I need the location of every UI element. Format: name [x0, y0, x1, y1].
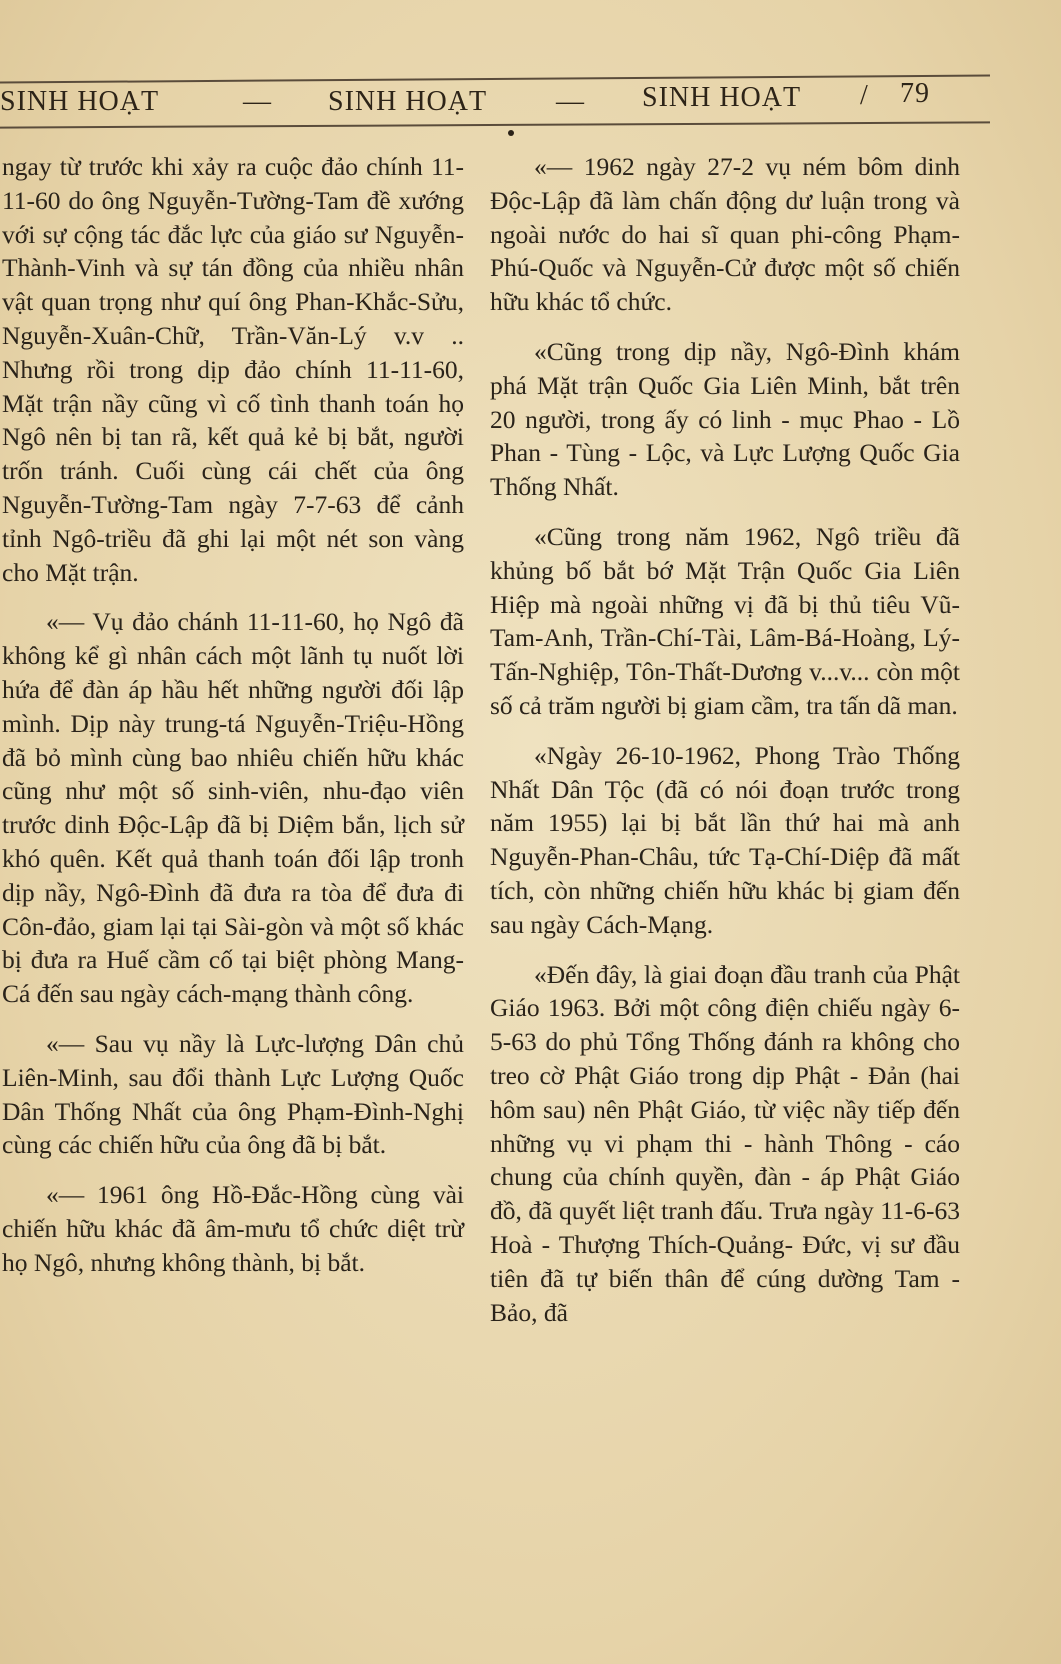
header-dash-2: —: [556, 86, 585, 117]
header-center-title: SINH HOẠT: [328, 86, 488, 117]
header-rule-bottom: [0, 121, 990, 128]
right-paragraph-1: «— 1962 ngày 27-2 vụ ném bôm dinh Độc-Lập đã làm chấn động dư luận trong và ngoài nước do hai sĩ quan phi-công Phạm-Phú-Quốc và Nguyễn-Cử được một số chiến hữu khác tổ chức.: [490, 152, 960, 317]
right-paragraph-5: «Đến đây, là giai đoạn đầu tranh của Phật Giáo 1963. Bởi một công điện chiếu ngày 6-5-63 do phủ Tổng Thống đánh ra không cho treo cờ Phật Giáo trong dịp Phật - Đản (hai hôm sau) nên Phật Giáo, từ việc nầy tiếp đến những vụ vi phạm thi - hành Thông - cáo chung của chính quyền, đàn - áp Phật Giáo đồ, đã quyết liệt tranh đấu. Trưa ngày 11-6-63 Hoà - Thượng Thích-Quảng- Đức, vị sư đầu tiên đã tự biến thân để cúng dường Tam - Bảo, đã: [490, 959, 960, 1327]
page-number: 79: [900, 78, 930, 109]
header-dash-1: —: [243, 86, 272, 117]
left-paragraph-4: «— 1961 ông Hồ-Đắc-Hồng cùng vài chiến hữu khác đã âm-mưu tổ chức diệt trừ họ Ngô, nhưng không thành, bị bắt.: [2, 1180, 464, 1277]
left-column: [2, 150, 464, 1296]
left-paragraph-3: «— Sau vụ nầy là Lực-lượng Dân chủ Liên-Minh, sau đổi thành Lực Lượng Quốc Dân Thống Nhất của ông Phạm-Đình-Nghị cùng các chiến hữu của ông đã bị bắt.: [2, 1028, 464, 1160]
right-paragraph-2: «Cũng trong dịp nầy, Ngô-Đình khám phá Mặt trận Quốc Gia Liên Minh, bắt trên 20 người, trong ấy có linh - mục Phao - Lồ Phan - Tùng - Lộc, và Lực Lượng Quốc Gia Thống Nhất.: [490, 336, 960, 502]
left-paragraph-2: «— Vụ đảo chánh 11-11-60, họ Ngô đã không kể gì nhân cách một lãnh tụ nuốt lời hứa để đàn áp hầu hết những người đối lập mình. Dịp này trung-tá Nguyễn-Triệu-Hồng đã bỏ mình cùng bao nhiêu chiến hữu khác cũng như một số sinh-viên, nhu-đạo viên trước dinh Độc-Lập đã bị Diệm bắn, lịch sử khó quên. Kết quả thanh toán đối lập tronh dịp nầy, Ngô-Đình đã đưa ra tòa để đưa đi Côn-đảo, giam lại tại Sài-gòn và một số khác bị đưa ra Huế cầm cố tại biệt phòng Mang-Cá đến sau ngày cách-mạng thành công.: [2, 607, 464, 1009]
header-slash: /: [860, 80, 869, 111]
header-left-title: SINH HOẠT: [0, 86, 160, 117]
header-right-title: SINH HOẠT: [642, 82, 802, 113]
header-rule-top: [0, 75, 990, 84]
ink-speck: [508, 130, 514, 136]
right-paragraph-4: «Ngày 26-10-1962, Phong Trào Thống Nhất Dân Tộc (đã có nói đoạn trước trong năm 1955) lại bị bắt lần thứ hai mà anh Nguyễn-Phan-Châu, tức Tạ-Chí-Diệp đã mất tích, còn những chiến hữu khác bị giam đến sau ngày Cách-Mạng.: [490, 740, 960, 939]
left-paragraph-1: ngay từ trước khi xảy ra cuộc đảo chính 11-11-60 do ông Nguyễn-Tường-Tam đề xướng với sự cộng tác đắc lực của giáo sư Nguyễn-Thành-Vinh và sự tán đồng của nhiều nhân vật quan trọng như quí ông Phan-Khắc-Sửu, Nguyễn-Xuân-Chữ, Trần-Văn-Lý v.v .. Nhưng rồi trong dịp đảo chính 11-11-60, Mặt trận nầy cũng vì cố tình thanh toán họ Ngô nên bị tan rã, kết quả kẻ bị bắt, người trốn tránh. Cuối cùng cái chết của ông Nguyễn-Tường-Tam ngày 7-7-63 để cảnh tỉnh Ngô-triều đã ghi lại một nét son vàng cho Mặt trận.: [2, 152, 464, 587]
right-column: [490, 150, 960, 1345]
right-paragraph-3: «Cũng trong năm 1962, Ngô triều đã khủng bố bắt bớ Mặt Trận Quốc Gia Liên Hiệp mà ngoài những vị đã bị thủ tiêu Vũ-Tam-Anh, Trần-Chí-Tài, Lâm-Bá-Hoàng, Lý-Tấn-Nghiệp, Tôn-Thất-Dương v...v... còn một số cả trăm người bị giam cầm, tra tấn dã man.: [490, 521, 960, 720]
